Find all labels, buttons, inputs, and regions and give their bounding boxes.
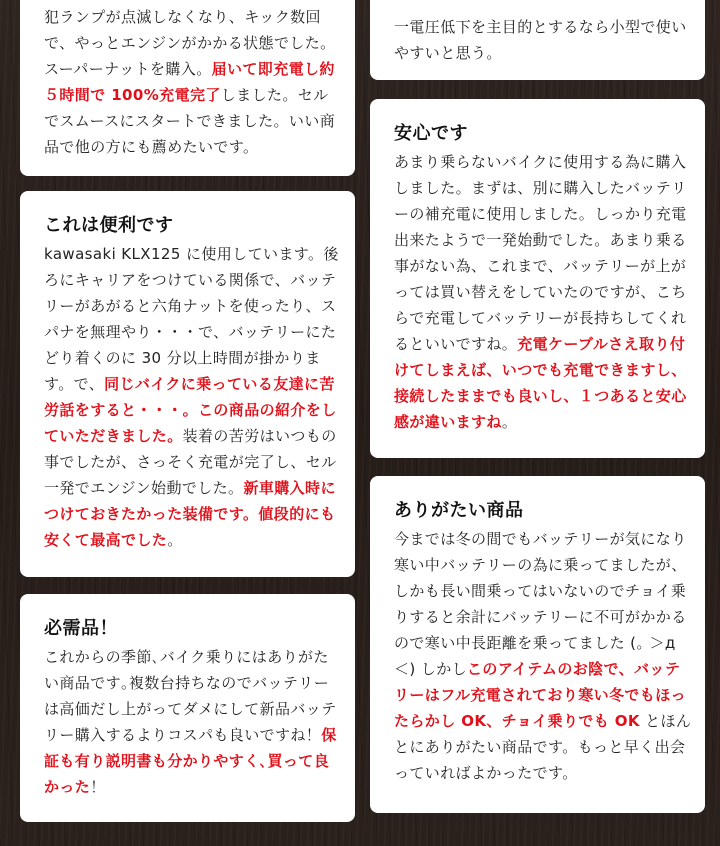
- review-body: kawasaki KLX125 に使用しています。後ろにキャリアをつけている関係で、バッテリーがあがると六角ナットを使ったり、スパナを無理やり・・・で、バッテリーにたどり着くのに 30 分以上時間が掛かります。で、同じバイクに乗っている友達に苦労話をすると・・・。この商品の紹介をしていただきました。装着の苦労はいつもの事でしたが、さっそく充電が完了し、セル一発でエンジン始動でした。新車購入時につけておきたかった装備です。値段的にも安くて最高でした。: [44, 245, 339, 549]
- review-body: 一電圧低下を主目的とするなら小型で使いやすいと思う。: [394, 18, 687, 62]
- review-body: これからの季節､バイク乗りにはありがたい商品です｡複数台持ちなのでバッテリーは高価だし上がってダメにして新品バッテリー購入するよりコスパも良いですね！保証も有り説明書も分かりやすく､買って良かった！: [44, 648, 337, 796]
- review-body: 犯ランプが点滅しなくなり、キック数回で、やっとエンジンがかかる状態でした。スーパーナットを購入。届いて即充電し約５時間で 100%充電完了しました。セルでスムースにスタートできました。いい商品で他の方にも薦めたいです。: [44, 8, 336, 156]
- review-body: あまり乗らないバイクに使用する為に購入しました。まずは、別に購入したバッテリーの補充電に使用しました。しっかり充電出来たようで一発始動でした。あまり乗る事がない為、これまで、バッテリーが上がっては買い替えをしていたのですが、こちらで充電してバッテリーが長持ちしてくれるといいですね。充電ケーブルさえ取り付けてしまえば、いつでも充電できますし、接続したままでも良いし、１つあると安心感が違いますね。: [394, 153, 687, 431]
- review-title: 安心です: [394, 123, 468, 144]
- review-title: これは便利です: [44, 215, 174, 236]
- review-card: [20, 594, 355, 822]
- review-title: 必需品！: [44, 618, 118, 639]
- review-card: [20, 0, 355, 176]
- review-body: 今までは冬の間でもバッテリーが気になり寒い中バッテリーの為に乗ってましたが、しかも長い間乗ってはいないのでチョイ乗りすると余計にバッテリーに不可がかかるので寒い中長距離を乗ってました (｡ ＞д＜) しかしこのアイテムのお陰で、バッテリーはフル充電されており寒い冬でもほったらかし OK、チョイ乗りでも OK とほんとにありがたい商品です。もっと早く出会っていればよかったです。: [394, 530, 692, 782]
- review-card: [370, 0, 705, 80]
- review-title: ありがたい商品: [394, 500, 524, 521]
- review-card: [370, 476, 705, 813]
- review-card: [20, 191, 355, 577]
- review-card: [370, 99, 705, 458]
